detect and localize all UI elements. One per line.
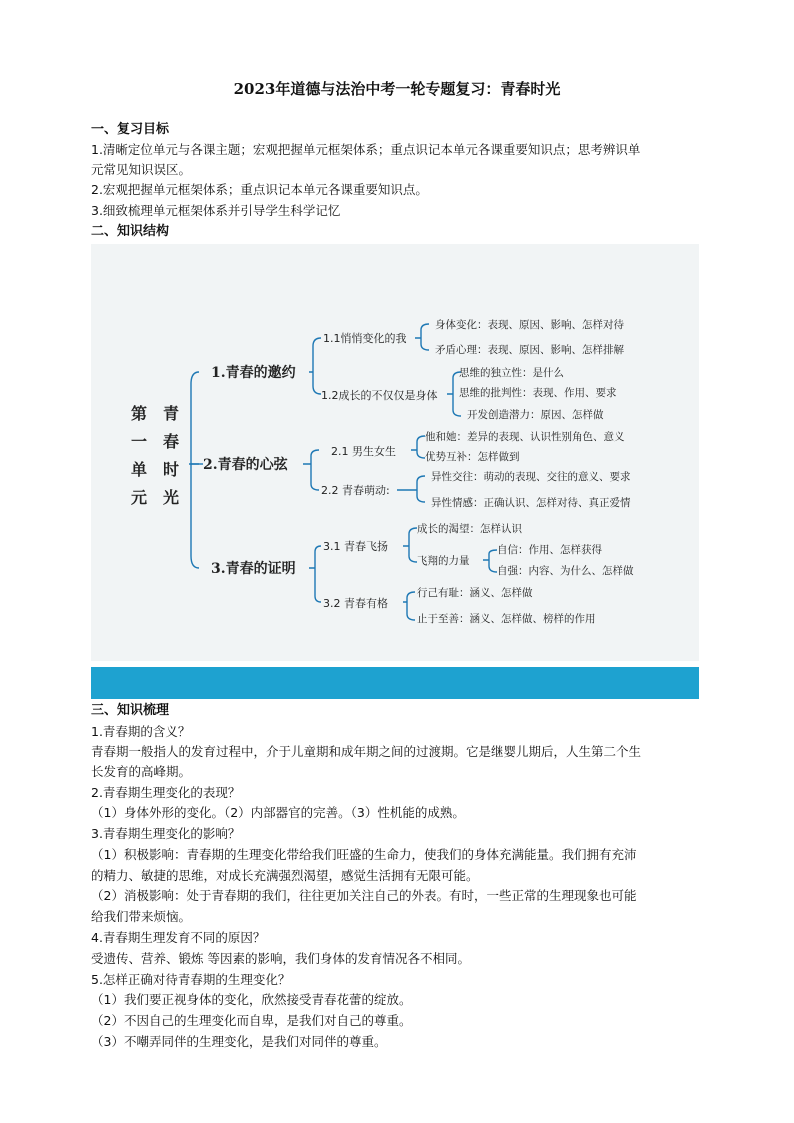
section3-line: 1.青春期的含义？ — [91, 724, 191, 739]
point-label: 优势互补：怎样做到 — [425, 451, 520, 463]
section3-line: 受遗传、营养、锻炼 等因素的影响，我们身体的发育情况各不相同。 — [91, 951, 470, 966]
topic-label: 3.1 青春飞扬 — [323, 540, 388, 553]
point-label: 身体变化：表现、原因、影响、怎样对待 — [435, 319, 624, 331]
section1-item: 2.宏观把握单元框架体系；重点识记本单元各课重要知识点。 — [91, 182, 428, 197]
point-label: 行己有耻：涵义、怎样做 — [417, 587, 533, 599]
connector — [303, 450, 319, 490]
section3-line: （2）消极影响：处于青春期的我们，往往更加关注自己的外表。有时，一些正常的生理现象也可能 — [91, 888, 637, 903]
section3-line: （2）不因自己的生理变化而自卑，是我们对自己的尊重。 — [91, 1013, 412, 1028]
point-label: 他和她：差异的表现、认识性别角色、意义 — [425, 431, 625, 443]
section1-item: 3.细致梳理单元框架体系并引导学生科学记忆 — [91, 203, 341, 218]
topic-label: 2.1 男生女生 — [331, 445, 396, 458]
connector — [403, 528, 417, 562]
connector — [403, 592, 415, 620]
point-label: 开发创造潜力：原因、怎样做 — [467, 409, 604, 421]
connector — [483, 550, 497, 572]
lesson-label: 1.青春的邀约 — [211, 365, 296, 381]
topic-label: 1.2成长的不仅仅是身体 — [321, 389, 438, 402]
theme-char: 光 — [163, 488, 180, 507]
connector — [309, 338, 321, 394]
topic-label: 2.2 青春萌动: — [321, 484, 390, 497]
section3-line: 3.青春期生理变化的影响？ — [91, 826, 241, 841]
theme-char: 青 — [163, 404, 180, 423]
unit-char: 元 — [131, 488, 148, 507]
topic-label: 3.2 青春有格 — [323, 597, 388, 610]
point-label: 思维的批判性：表现、作用、要求 — [459, 387, 617, 399]
point-label: 异性交往：萌动的表现、交往的意义、要求 — [431, 471, 631, 483]
unit-char: 一 — [131, 432, 148, 451]
connector — [189, 372, 199, 568]
section1-item: 元常见知识误区。 — [91, 162, 192, 177]
unit-char: 第 — [131, 404, 148, 423]
section1-item: 1.清晰定位单元与各课主题；宏观把握单元框架体系；重点识记本单元各课重要知识点；思考辨识单 — [91, 142, 641, 157]
section2-heading: 二、知识结构 — [91, 224, 170, 239]
point-label: 矛盾心理：表现、原因、影响、怎样排解 — [435, 344, 624, 356]
point-label: 异性情感：正确认识、怎样对待、真正爱情 — [431, 497, 631, 509]
point-label: 思维的独立性：是什么 — [459, 367, 564, 379]
point-label: 飞翔的力量 — [417, 555, 470, 567]
section3-line: （3）不嘲弄同伴的生理变化，是我们对同伴的尊重。 — [91, 1034, 387, 1049]
connector — [309, 546, 321, 602]
section3-line: 给我们带来烦恼。 — [91, 909, 192, 924]
section3-line: 青春期一般指人的发育过程中，介于儿童期和成年期之间的过渡期。它是继婴儿期后，人生第二个生 — [91, 744, 642, 759]
section3-line: （1）积极影响：青春期的生理变化带给我们旺盛的生命力，使我们的身体充满能量。我们拥有充沛 — [91, 847, 637, 862]
section3-line: 4.青春期生理发育不同的原因？ — [91, 930, 266, 945]
connector — [415, 324, 429, 350]
point-label: 成长的渴望：怎样认识 — [417, 523, 522, 535]
mind-map — [91, 244, 699, 664]
section3-heading: 三、知识梳理 — [91, 703, 170, 718]
unit-char: 单 — [131, 460, 148, 479]
connector — [411, 436, 425, 458]
section1-heading: 一、复习目标 — [91, 122, 170, 137]
topic-label: 1.1悄悄变化的我 — [323, 332, 407, 345]
page-title: 2023年道德与法治中考一轮专题复习：青春时光 — [233, 80, 561, 98]
section3-line: 5.怎样正确对待青春期的生理变化？ — [91, 972, 291, 987]
lesson-label: 2.青春的心弦 — [203, 457, 288, 473]
theme-char: 春 — [163, 432, 180, 451]
lesson-label: 3.青春的证明 — [211, 561, 296, 577]
point-label: 自强：内容、为什么、怎样做 — [497, 565, 634, 577]
connector — [397, 476, 425, 502]
theme-char: 时 — [163, 460, 180, 479]
point-label: 自信：作用、怎样获得 — [497, 544, 602, 556]
section3-line: 长发育的高峰期。 — [91, 764, 192, 779]
section3-line: 的精力、敏捷的思维，对成长充满强烈渴望，感觉生活拥有无限可能。 — [91, 868, 479, 883]
section3-line: （1）身体外形的变化。（2）内部器官的完善。（3）性机能的成熟。 — [91, 805, 465, 820]
section3-line: 2.青春期生理变化的表现？ — [91, 785, 241, 800]
point-label: 止于至善：涵义、怎样做、榜样的作用 — [417, 613, 596, 625]
section3-line: （1）我们要正视身体的变化，欣然接受青春花蕾的绽放。 — [91, 992, 412, 1007]
diagram-footer-band — [91, 667, 699, 699]
knowledge-structure-diagram — [91, 244, 699, 699]
